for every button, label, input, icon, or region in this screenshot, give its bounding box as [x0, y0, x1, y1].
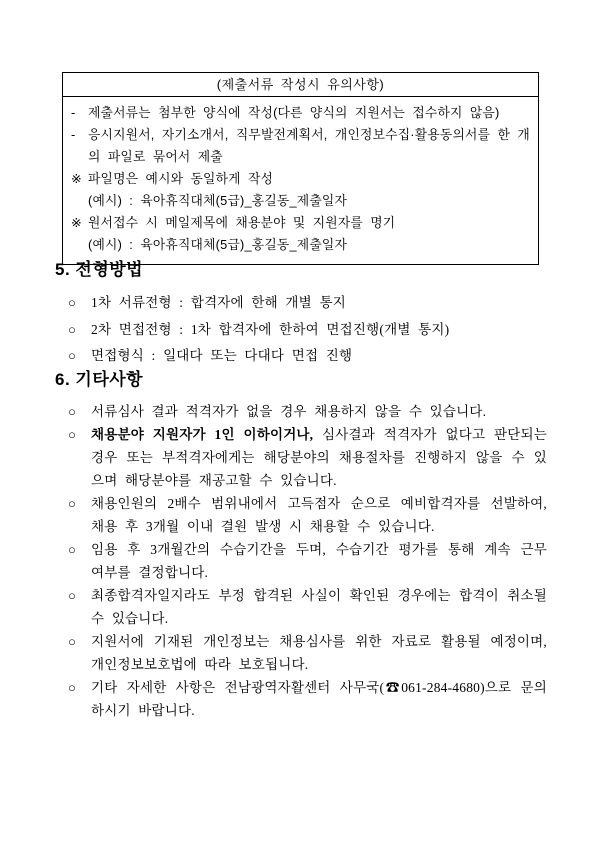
- notice-line-text: 파일명은 예시와 동일하게 작성: [88, 171, 274, 186]
- reference-mark-icon: ※: [71, 215, 82, 230]
- notice-line: [71, 212, 530, 234]
- list-item: [68, 630, 547, 676]
- empty-marker: [71, 190, 88, 212]
- circle-bullet-icon: ○: [68, 321, 76, 337]
- list-item: [68, 290, 547, 317]
- section-other-matters: [55, 369, 547, 722]
- list-item-text-with-phone: 기타 자세한 사항은 전남광역자활센터 사무국(☎061-284-4680)으로 문의하시기 바랍니다.: [91, 680, 547, 718]
- circle-bullet-icon: ○: [68, 542, 76, 557]
- list-item-text: 2차 면접전형 : 1차 합격자에 한하여 면접진행(개별 통지): [91, 321, 450, 337]
- list-item: [68, 343, 547, 370]
- section-heading: 6. 기타사항: [55, 370, 144, 389]
- list-item-text: 채용인원의 2배수 범위내에서 고득점자 순으로 예비합격자를 선발하여, 채용 후 3개월 이내 결원 발생 시 채용할 수 있습니다.: [91, 496, 547, 534]
- dash-marker: -: [71, 105, 76, 120]
- list-item-bold-lead: 채용분야 지원자가 1인 이하이거나,: [91, 427, 314, 442]
- list-item-text: 최종합격자일지라도 부정 합격된 사실이 확인된 경우에는 합격이 취소될 수 있습니다.: [91, 588, 547, 626]
- list-item-text: 서류심사 결과 적격자가 없을 경우 채용하지 않을 수 있습니다.: [91, 404, 487, 419]
- section-item-list: [68, 290, 547, 370]
- circle-bullet-icon: ○: [68, 680, 76, 695]
- list-item: [68, 492, 547, 538]
- circle-bullet-icon: ○: [68, 295, 76, 310]
- notice-line: [71, 124, 530, 168]
- list-item: [68, 400, 547, 423]
- dash-marker: -: [71, 127, 76, 142]
- list-item: [68, 317, 547, 344]
- list-item-text: 면접형식 : 일대다 또는 다대다 면접 진행: [91, 348, 353, 363]
- reference-mark-icon: ※: [71, 171, 82, 186]
- circle-bullet-icon: ○: [68, 634, 76, 649]
- submission-notice-box: [62, 72, 539, 265]
- list-item-text: 1차 서류전형 : 합격자에 한해 개별 통지: [91, 295, 346, 310]
- circle-bullet-icon: ○: [68, 427, 76, 442]
- notice-line: [71, 102, 530, 124]
- notice-example-text: (예시) : 육아휴직대체(5급)_홍길동_제출일자: [88, 193, 348, 208]
- notice-line-text: 응시지원서, 자기소개서, 직무발전계획서, 개인정보수집·활용동의서를 한 개의 파일로 묶어서 제출: [88, 127, 530, 164]
- section-item-list: [68, 400, 547, 722]
- list-item: [68, 423, 547, 492]
- notice-line-text: 제출서류는 첨부한 양식에 작성(다른 양식의 지원서는 접수하지 않음): [88, 105, 500, 120]
- list-item-text: [91, 423, 547, 492]
- notice-line: [71, 168, 530, 190]
- list-item: [68, 584, 547, 630]
- list-item: [68, 538, 547, 584]
- section-selection-method: [55, 259, 547, 370]
- list-item-text: 지원서에 기재된 개인정보는 채용심사를 위한 자료로 활용될 예정이며, 개인정보보호법에 따라 보호됩니다.: [91, 634, 547, 672]
- circle-bullet-icon: ○: [68, 404, 76, 419]
- circle-bullet-icon: ○: [68, 348, 76, 363]
- circle-bullet-icon: ○: [68, 496, 76, 511]
- list-item: [68, 676, 547, 722]
- notice-line-text: 원서접수 시 메일제목에 채용분야 및 지원자를 명기: [88, 215, 396, 230]
- section-heading: 5. 전형방법: [55, 260, 144, 279]
- notice-example-text: (예시) : 육아휴직대체(5급)_홍길동_제출일자: [88, 237, 348, 252]
- notice-box-title: (제출서류 작성시 유의사항): [63, 73, 538, 97]
- list-item-rest: 심사결과 적격자가 없다고 판단되는 경우 또는 부적격자에게는 해당분야의 채용절차를 진행하지 않을 수 있으며 해당분야를 재공고할 수 있습니다.: [91, 427, 547, 488]
- notice-line-example: [71, 234, 530, 256]
- empty-marker: [71, 234, 88, 256]
- circle-bullet-icon: ○: [68, 588, 76, 603]
- list-item-text: 임용 후 3개월간의 수습기간을 두며, 수습기간 평가를 통해 계속 근무 여부를 결정합니다.: [91, 542, 547, 580]
- notice-line-example: [71, 190, 530, 212]
- notice-box-body: [63, 97, 538, 264]
